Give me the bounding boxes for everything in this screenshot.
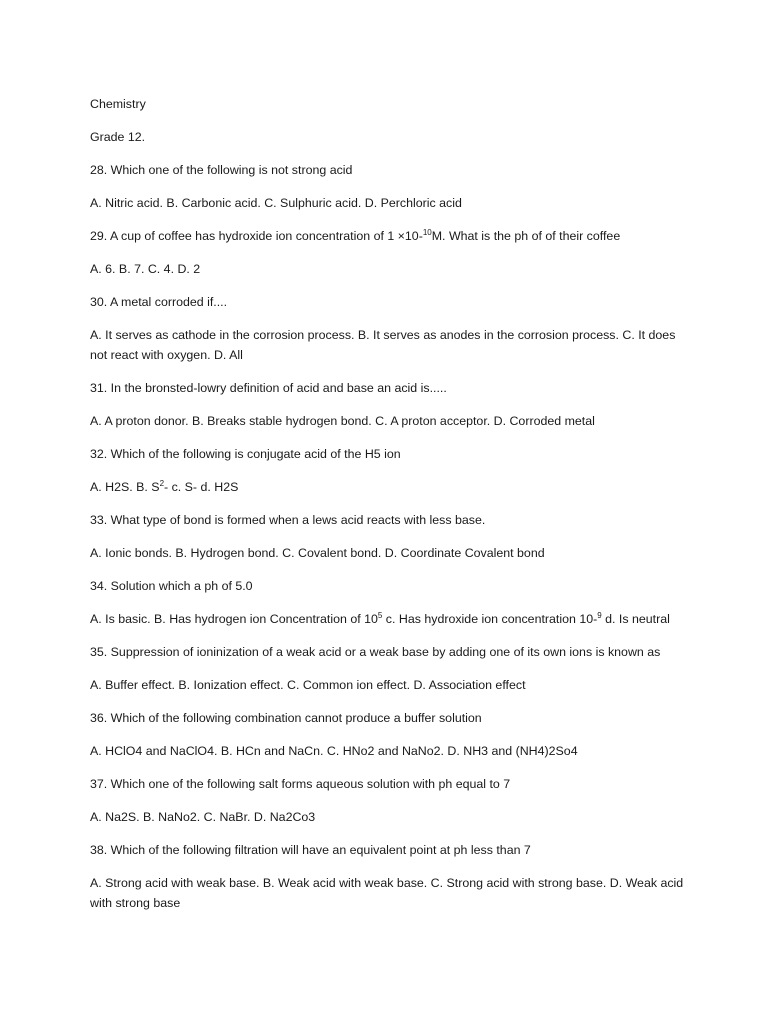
question-35-stem: 35. Suppression of ioninization of a weak acid or a weak base by adding one of its own ions is known as xyxy=(90,645,661,659)
question-29-options: A. 6. B. 7. C. 4. D. 2 xyxy=(90,262,201,276)
question-32-options: A. H2S. B. $S^2-$ c. S- d. H2S xyxy=(90,479,239,494)
question-34-options: A. Is basic. B. Has hydrogen ion Concentration of $10^5$ c. Has hydroxide ion concentration 10-$^9$ d. Is neutral xyxy=(90,611,670,626)
question-36-options: A. HClO4 and NaClO4. B. HCn and NaCn. C. HNo2 and NaNo2. D. NH3 and (NH4)2So4 xyxy=(90,744,578,758)
document-page xyxy=(90,94,690,926)
question-38-stem: 38. Which of the following filtration will have an equivalent point at ph less than 7 xyxy=(90,843,531,857)
question-28-options: A. Nitric acid. B. Carbonic acid. C. Sulphuric acid. D. Perchloric acid xyxy=(90,196,462,210)
question-34-stem: 34. Solution which a ph of 5.0 xyxy=(90,579,253,593)
question-35-options: A. Buffer effect. B. Ionization effect. C. Common ion effect. D. Association effect xyxy=(90,678,526,692)
question-29-stem: 29. A cup of coffee has hydroxide ion concentration of 1 ×10-$^{10}$M. What is the ph of of their coffee xyxy=(90,228,621,243)
question-28-stem: 28. Which one of the following is not strong acid xyxy=(90,163,353,177)
question-36-stem: 36. Which of the following combination cannot produce a buffer solution xyxy=(90,711,482,725)
question-37-stem: 37. Which one of the following salt forms aqueous solution with ph equal to 7 xyxy=(90,777,511,791)
question-31-stem: 31. In the bronsted-lowry definition of acid and base an acid is..... xyxy=(90,381,447,395)
question-32-stem: 32. Which of the following is conjugate acid of the H5 ion xyxy=(90,447,401,461)
question-30-stem: 30. A metal corroded if.... xyxy=(90,295,228,309)
question-30-options: A. It serves as cathode in the corrosion process. B. It serves as anodes in the corrosion process. C. It does not react with oxygen. D. All xyxy=(90,328,676,362)
subject-title: Chemistry xyxy=(90,97,146,111)
question-38-options: A. Strong acid with weak base. B. Weak acid with weak base. C. Strong acid with strong base. D. Weak acid with strong base xyxy=(90,876,684,910)
question-37-options: A. Na2S. B. NaNo2. C. NaBr. D. Na2Co3 xyxy=(90,810,316,824)
question-33-options: A. Ionic bonds. B. Hydrogen bond. C. Covalent bond. D. Coordinate Covalent bond xyxy=(90,546,545,560)
grade-label: Grade 12. xyxy=(90,130,146,144)
question-33-stem: 33. What type of bond is formed when a lews acid reacts with less base. xyxy=(90,513,486,527)
question-31-options: A. A proton donor. B. Breaks stable hydrogen bond. C. A proton acceptor. D. Corroded metal xyxy=(90,414,595,428)
